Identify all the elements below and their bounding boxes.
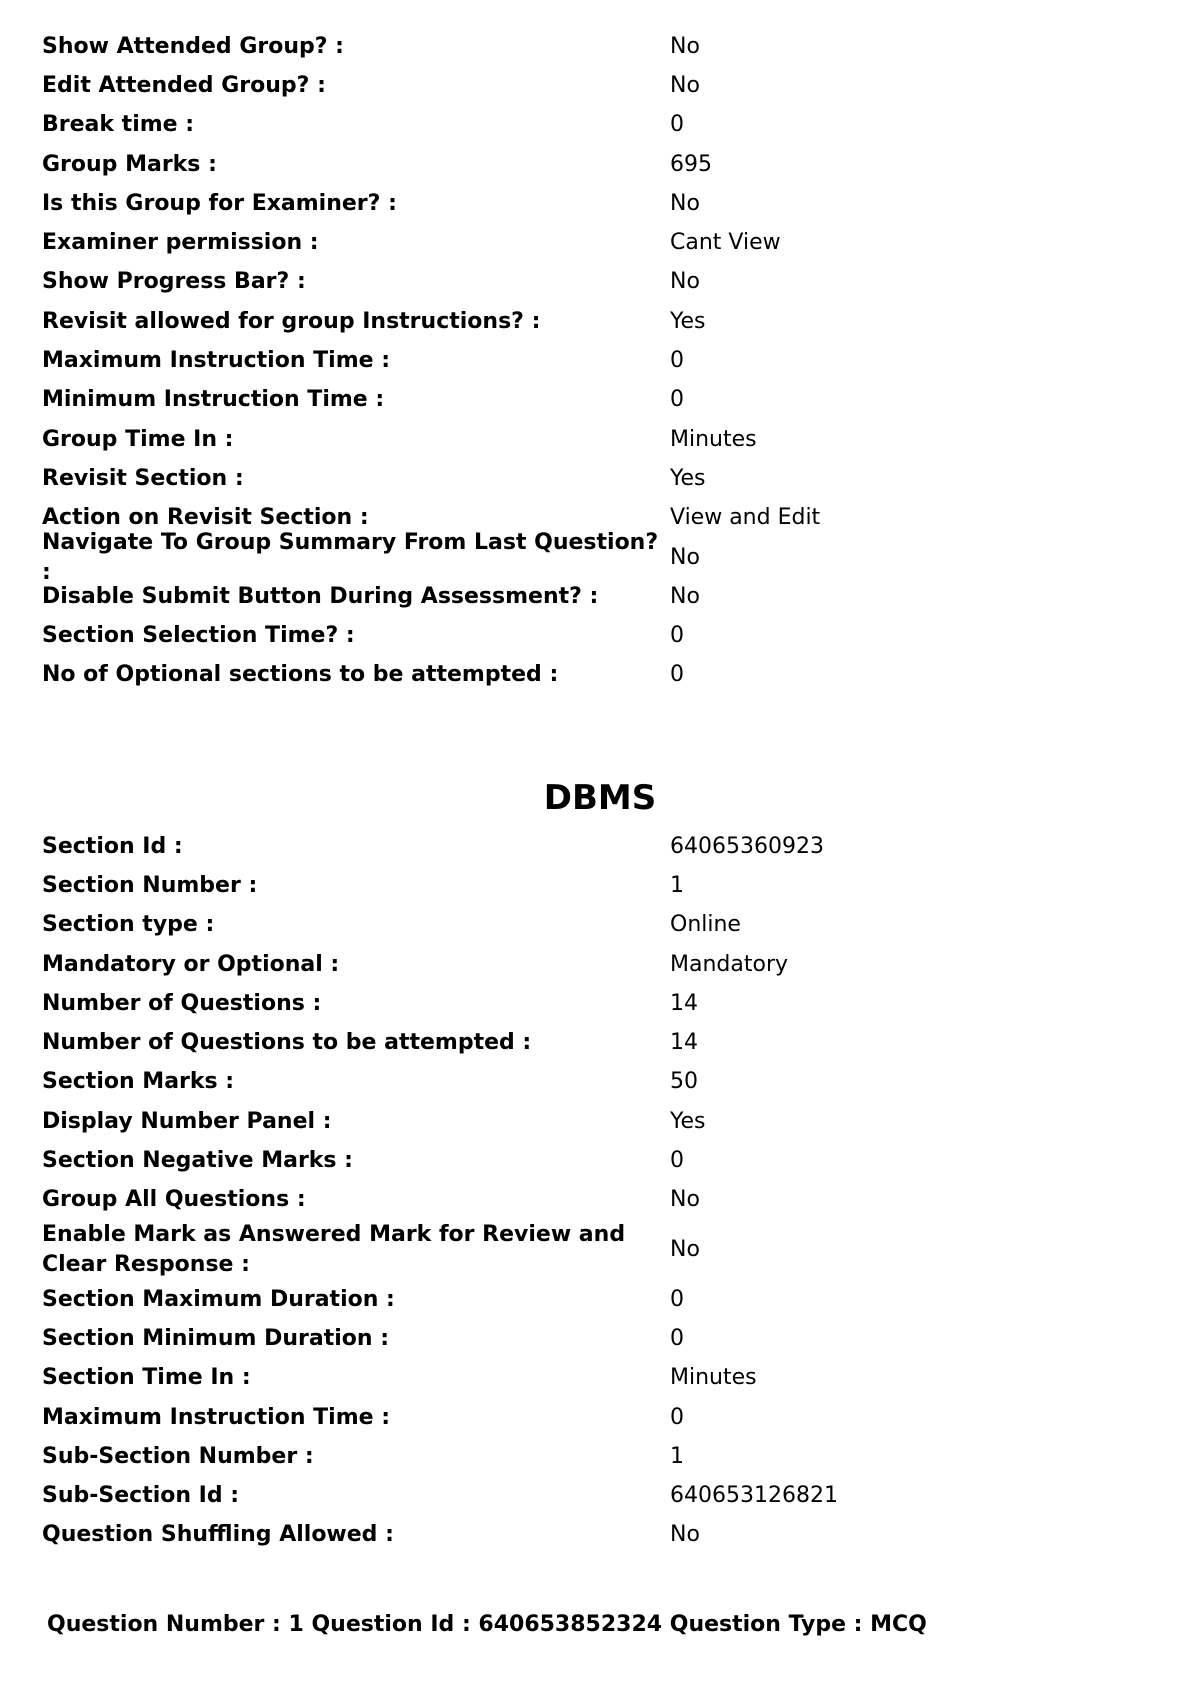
section-setting-row bbox=[42, 1063, 1142, 1102]
setting-label: Maximum Instruction Time : bbox=[42, 348, 390, 374]
section-setting-row bbox=[42, 1102, 1142, 1141]
setting-label: Display Number Panel : bbox=[42, 1108, 332, 1134]
setting-value: 0 bbox=[670, 348, 684, 374]
setting-label: Section Number : bbox=[42, 872, 258, 898]
section-setting-row bbox=[42, 1437, 1142, 1476]
setting-label: Disable Submit Button During Assessment? : bbox=[42, 583, 599, 609]
setting-label: Section Negative Marks : bbox=[42, 1148, 353, 1174]
setting-label: Group Time In : bbox=[42, 426, 234, 452]
section-setting-row bbox=[42, 1359, 1142, 1398]
setting-value: No bbox=[670, 33, 700, 59]
setting-label: Section Time In : bbox=[42, 1365, 251, 1391]
setting-label: Section Maximum Duration : bbox=[42, 1286, 395, 1312]
group-settings-table bbox=[42, 27, 1142, 695]
setting-value: No bbox=[670, 190, 700, 216]
setting-value: No bbox=[670, 583, 700, 609]
setting-label: Show Attended Group? : bbox=[42, 33, 344, 59]
setting-value: No bbox=[670, 72, 700, 98]
group-setting-row bbox=[42, 145, 1142, 184]
section-setting-row bbox=[42, 984, 1142, 1023]
setting-value: 50 bbox=[670, 1069, 698, 1095]
setting-value: 0 bbox=[670, 1404, 684, 1430]
setting-label: Mandatory or Optional : bbox=[42, 951, 340, 977]
setting-label: Number of Questions to be attempted : bbox=[42, 1030, 532, 1056]
setting-value: No bbox=[670, 544, 700, 570]
setting-value: 0 bbox=[670, 112, 684, 138]
setting-label: Action on Revisit Section : bbox=[42, 505, 369, 531]
section-setting-row bbox=[42, 1280, 1142, 1319]
setting-label: Group All Questions : bbox=[42, 1187, 306, 1213]
setting-label: Edit Attended Group? : bbox=[42, 72, 326, 98]
setting-label: Revisit allowed for group Instructions? : bbox=[42, 308, 541, 334]
setting-value: No bbox=[670, 1236, 700, 1262]
setting-label: Group Marks : bbox=[42, 151, 217, 177]
setting-label: No of Optional sections to be attempted : bbox=[42, 662, 559, 688]
setting-value: Minutes bbox=[670, 426, 757, 452]
setting-label: Number of Questions : bbox=[42, 990, 322, 1016]
setting-value: No bbox=[670, 1522, 700, 1548]
group-setting-row bbox=[42, 459, 1142, 498]
section-setting-row bbox=[42, 866, 1142, 905]
setting-value: Online bbox=[670, 912, 741, 938]
setting-value: Mandatory bbox=[670, 951, 789, 977]
setting-value: 640653126821 bbox=[670, 1483, 838, 1509]
setting-value: No bbox=[670, 269, 700, 295]
setting-value: View and Edit bbox=[670, 505, 821, 531]
setting-value: 0 bbox=[670, 623, 684, 649]
setting-value: Minutes bbox=[670, 1365, 757, 1391]
group-setting-row bbox=[42, 263, 1142, 302]
group-setting-row bbox=[42, 184, 1142, 223]
group-setting-row bbox=[42, 529, 1142, 585]
setting-label: Section Minimum Duration : bbox=[42, 1325, 390, 1351]
setting-value: Yes bbox=[670, 1108, 706, 1134]
setting-label: Examiner permission : bbox=[42, 230, 319, 256]
group-setting-row bbox=[42, 420, 1142, 459]
setting-label: Minimum Instruction Time : bbox=[42, 387, 385, 413]
setting-value: 14 bbox=[670, 990, 698, 1016]
setting-value: Yes bbox=[670, 308, 706, 334]
setting-label: Sub-Section Number : bbox=[42, 1443, 314, 1469]
setting-value: No bbox=[670, 1187, 700, 1213]
group-setting-row bbox=[42, 106, 1142, 145]
section-setting-row bbox=[42, 1141, 1142, 1180]
setting-value: 0 bbox=[670, 662, 684, 688]
setting-label: Sub-Section Id : bbox=[42, 1483, 240, 1509]
group-setting-row bbox=[42, 223, 1142, 262]
setting-label: Show Progress Bar? : bbox=[42, 269, 306, 295]
setting-label: Enable Mark as Answered Mark for Review and Clear Response : bbox=[42, 1221, 626, 1277]
section-title: DBMS bbox=[543, 778, 657, 818]
section-setting-row bbox=[42, 945, 1142, 984]
setting-value: 14 bbox=[670, 1030, 698, 1056]
section-setting-row bbox=[42, 1220, 1142, 1280]
setting-label: Maximum Instruction Time : bbox=[42, 1404, 390, 1430]
setting-value: 0 bbox=[670, 1148, 684, 1174]
setting-value: 0 bbox=[670, 1286, 684, 1312]
section-setting-row bbox=[42, 1181, 1142, 1220]
section-setting-row bbox=[42, 1398, 1142, 1437]
setting-value: 1 bbox=[670, 872, 684, 898]
section-setting-row bbox=[42, 1476, 1142, 1515]
section-setting-row bbox=[42, 827, 1142, 866]
section-setting-row bbox=[42, 906, 1142, 945]
setting-value: Yes bbox=[670, 465, 706, 491]
section-setting-row bbox=[42, 1516, 1142, 1555]
setting-label: Section type : bbox=[42, 912, 215, 938]
setting-label: Navigate To Group Summary From Last Question? : bbox=[42, 529, 659, 585]
group-setting-row bbox=[42, 302, 1142, 341]
group-setting-row bbox=[42, 27, 1142, 66]
setting-value: 1 bbox=[670, 1443, 684, 1469]
question-header: Question Number : 1 Question Id : 640653852324 Question Type : MCQ bbox=[47, 1612, 927, 1637]
group-setting-row bbox=[42, 577, 1142, 616]
setting-value: 695 bbox=[670, 151, 712, 177]
section-settings-table bbox=[42, 827, 1142, 1555]
setting-label: Section Id : bbox=[42, 833, 183, 859]
setting-label: Is this Group for Examiner? : bbox=[42, 190, 397, 216]
setting-value: 0 bbox=[670, 387, 684, 413]
group-setting-row bbox=[42, 381, 1142, 420]
group-setting-row bbox=[42, 616, 1142, 655]
setting-label: Question Shuffling Allowed : bbox=[42, 1522, 394, 1548]
setting-value: 64065360923 bbox=[670, 833, 824, 859]
group-setting-row bbox=[42, 656, 1142, 695]
setting-value: Cant View bbox=[670, 230, 781, 256]
group-setting-row bbox=[42, 341, 1142, 380]
setting-value: 0 bbox=[670, 1325, 684, 1351]
section-setting-row bbox=[42, 1319, 1142, 1358]
setting-label: Break time : bbox=[42, 112, 195, 138]
setting-label: Revisit Section : bbox=[42, 465, 244, 491]
setting-label: Section Selection Time? : bbox=[42, 623, 355, 649]
setting-label: Section Marks : bbox=[42, 1069, 235, 1095]
section-setting-row bbox=[42, 1023, 1142, 1062]
group-setting-row bbox=[42, 66, 1142, 105]
